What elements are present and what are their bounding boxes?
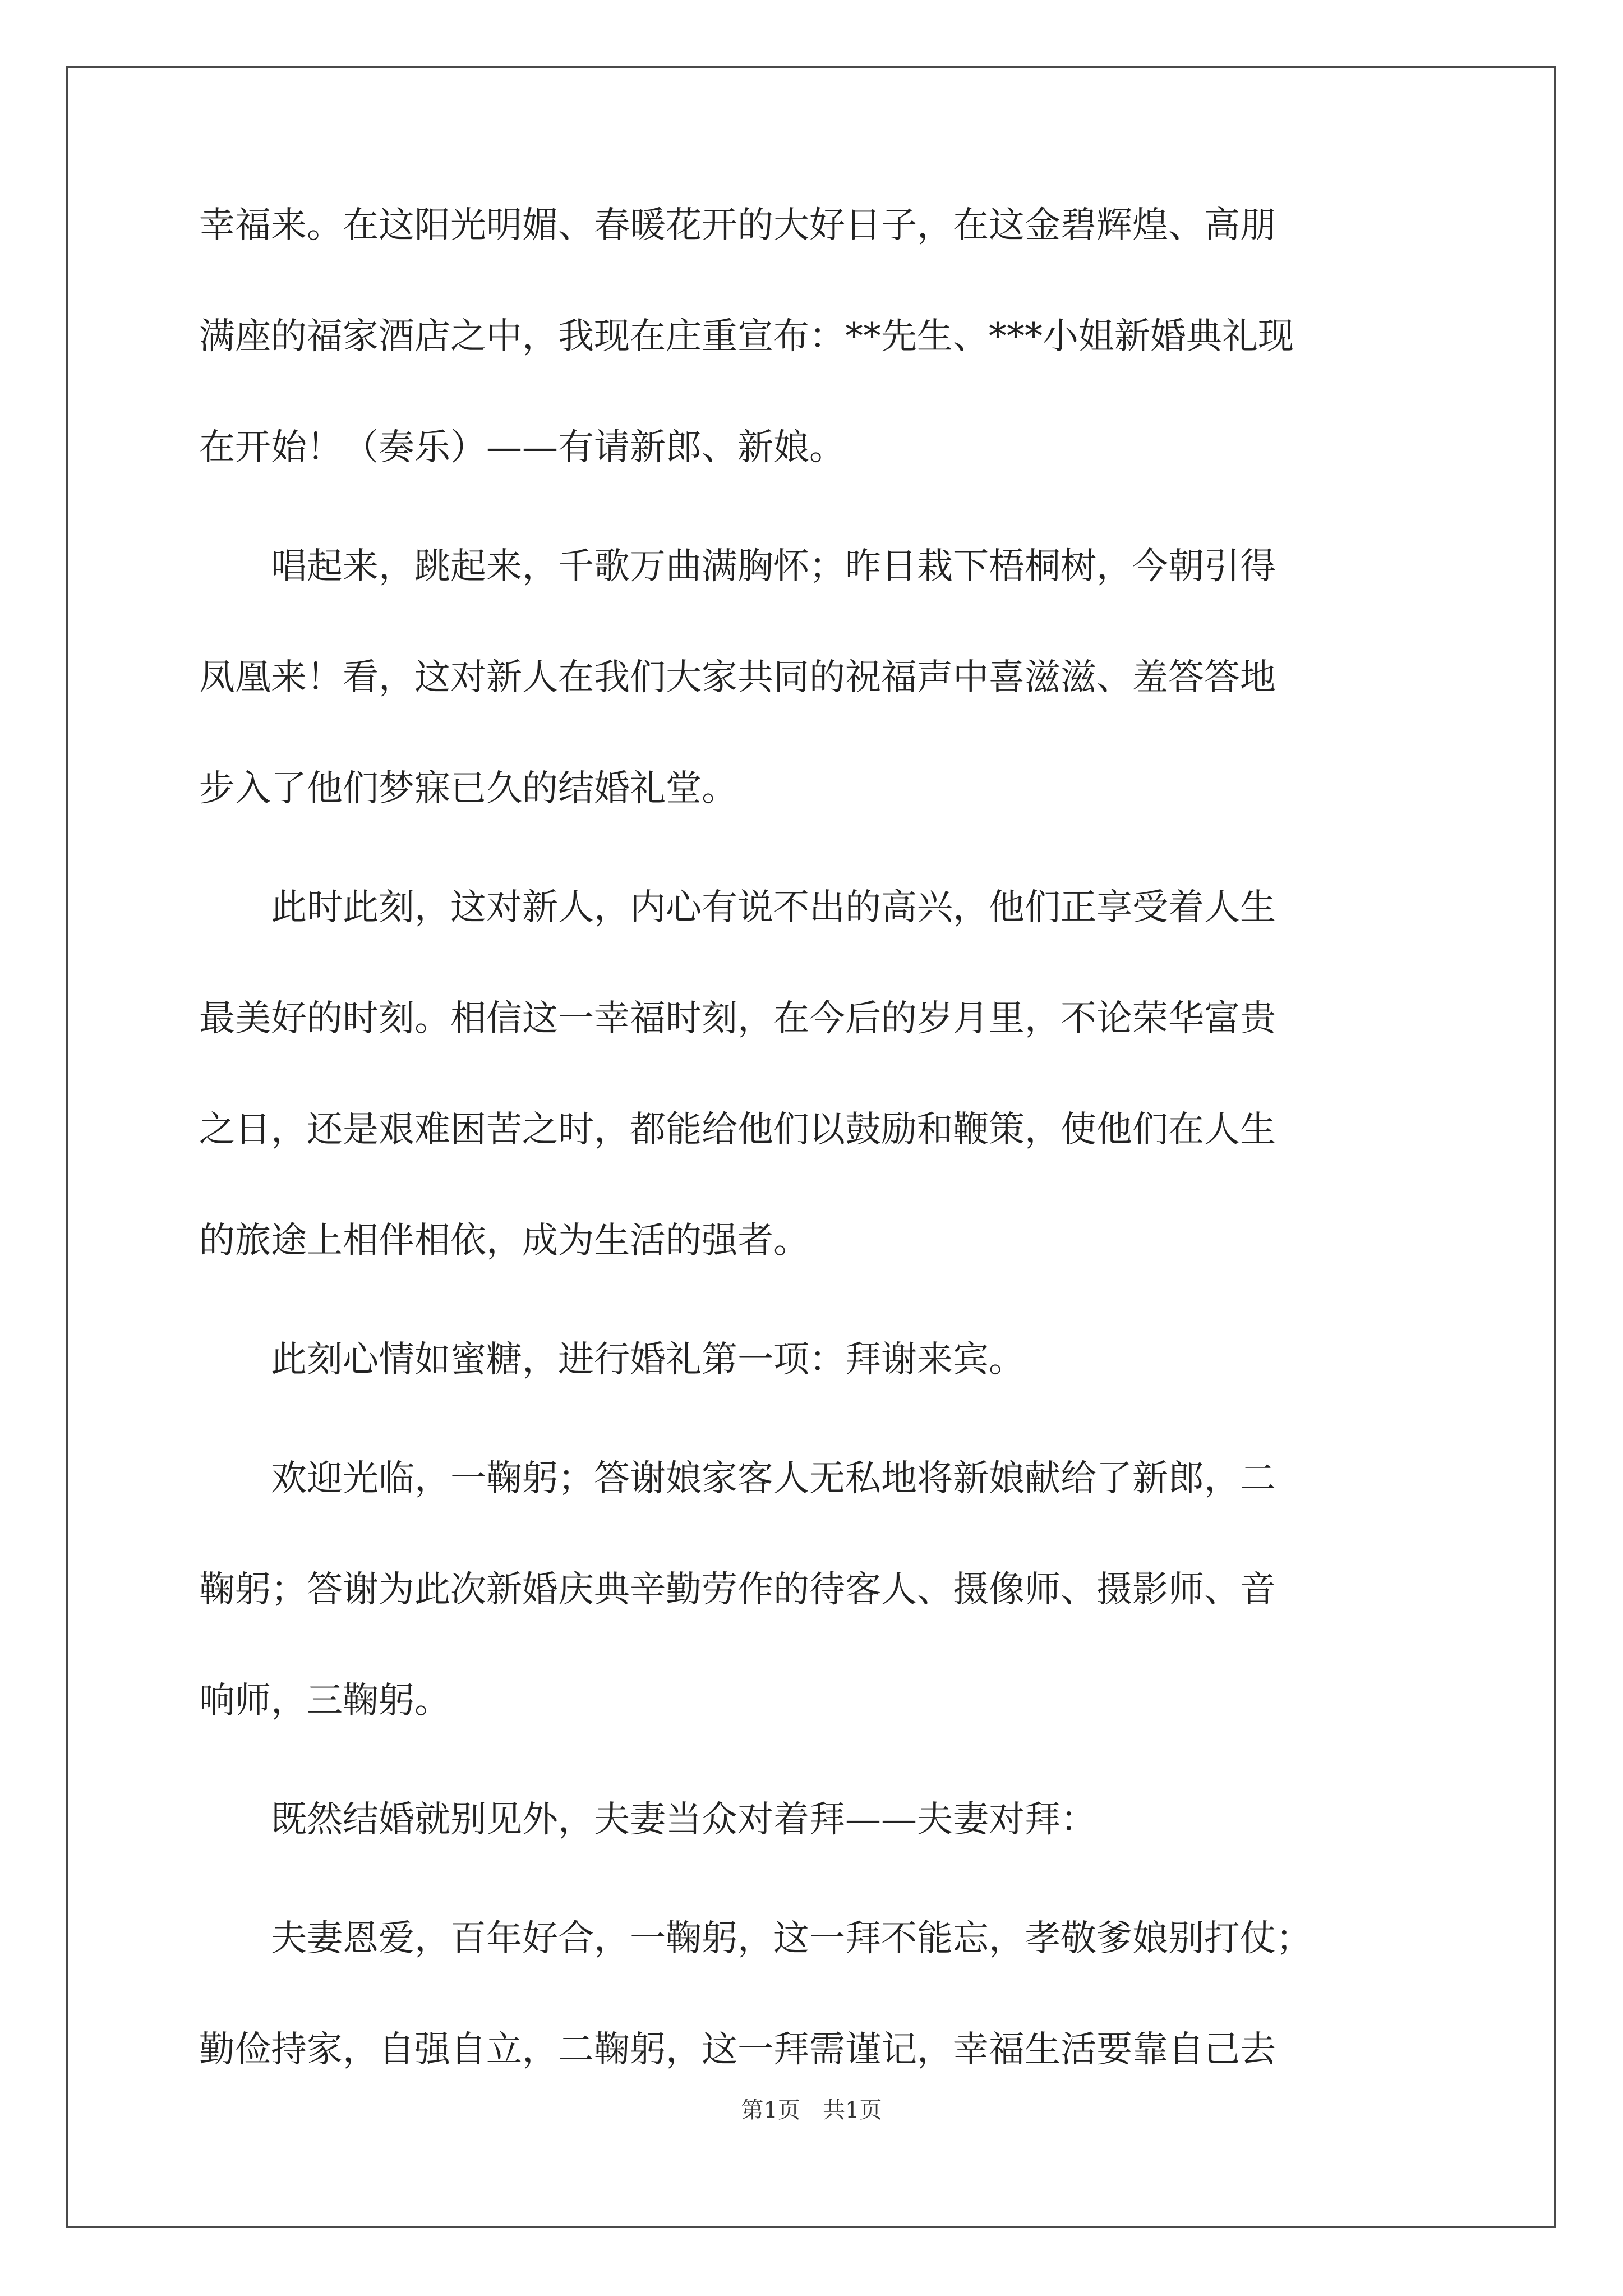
text-line: 凤凰来！看，这对新人在我们大家共同的祝福声中喜滋滋、羞答答地	[199, 657, 1276, 698]
text-line: 夫妻恩爱，百年好合，一鞠躬，这一拜不能忘，孝敬爹娘别打仗；	[199, 1918, 1312, 1959]
text-line: 此时此刻，这对新人，内心有说不出的高兴，他们正享受着人生	[199, 887, 1276, 928]
text-line: 勤俭持家，自强自立，二鞠躬，这一拜需谨记，幸福生活要靠自己去	[199, 2029, 1276, 2070]
text-line: 此刻心情如蜜糖，进行婚礼第一项：拜谢来宾。	[199, 1339, 1025, 1381]
page-number-footer: 第1页 共1页	[741, 2097, 882, 2123]
text-line: 鞠躬；答谢为此次新婚庆典辛勤劳作的待客人、摄像师、摄影师、音	[199, 1569, 1276, 1611]
text-line: 步入了他们梦寐已久的结婚礼堂。	[199, 768, 737, 809]
text-line: 欢迎光临，一鞠躬；答谢娘家客人无私地将新娘献给了新郎，二	[199, 1458, 1276, 1499]
text-line: 既然结婚就别见外，夫妻当众对着拜——夫妻对拜：	[199, 1799, 1096, 1841]
text-line: 唱起来，跳起来，千歌万曲满胸怀；昨日栽下梧桐树，今朝引得	[199, 546, 1276, 587]
text-line: 最美好的时刻。相信这一幸福时刻，在今后的岁月里，不论荣华富贵	[199, 998, 1276, 1039]
text-line: 的旅途上相伴相依，成为生活的强者。	[199, 1220, 809, 1262]
text-line: 在开始！（奏乐）——有请新郎、新娘。	[199, 427, 845, 468]
text-line: 幸福来。在这阳光明媚、春暖花开的大好日子，在这金碧辉煌、高朋	[199, 205, 1276, 246]
text-line: 满座的福家酒店之中，我现在庄重宣布：**先生、***小姐新婚典礼现	[199, 316, 1294, 357]
text-line: 响师，三鞠躬。	[199, 1680, 450, 1722]
text-line: 之日，还是艰难困苦之时，都能给他们以鼓励和鞭策，使他们在人生	[199, 1109, 1276, 1151]
